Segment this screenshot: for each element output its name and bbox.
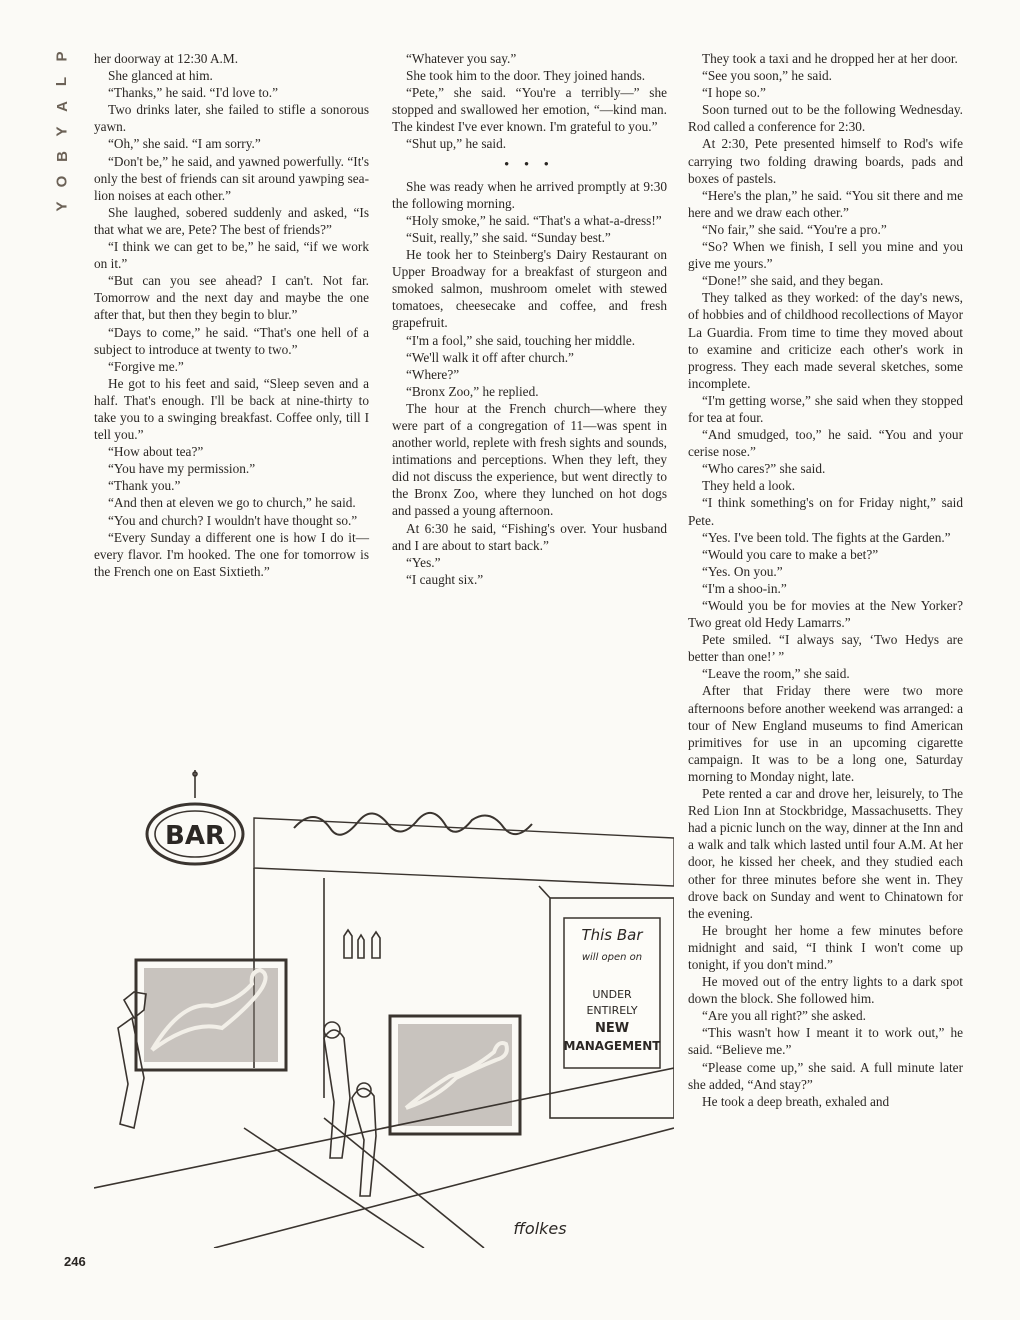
paragraph: “I think something's on for Friday night,” said Pete. (688, 495, 963, 528)
paragraph: Two drinks later, she failed to stifle a sonorous yawn. (94, 102, 369, 135)
logo-letter: P (53, 51, 71, 62)
paragraph: They talked as they worked: of the day's news, of hobbies and of childhood recollections of Mayor La Guardia. From time to time they moved about to examine and criticize each other's work in progress. They each made several sketches, some incomplete. (688, 290, 963, 391)
paragraph: “Shut up,” he said. (406, 136, 507, 152)
paragraph: He moved out of the entry lights to a dark spot down the block. She followed him. (688, 974, 963, 1007)
paragraph: After that Friday there were two more afternoons before another weekend was arranged: a tour of New England museums to find American primitives for use in an upcoming cigarette campaign. It was to be a long one, Saturday morning to Monday night, late. (688, 683, 963, 784)
window-sign-line: will open on (581, 952, 643, 963)
paragraph: her doorway at 12:30 A.M. (94, 51, 239, 66)
paragraph: She took him to the door. They joined hands. (406, 68, 646, 84)
logo-letter: O (53, 175, 71, 188)
paragraph: “Are you all right?” she asked. (702, 1008, 866, 1024)
paragraph: At 6:30 he said, “Fishing's over. Your husband and I are about to start back.” (392, 520, 667, 553)
paragraph: “I'm getting worse,” she said when they stopped for tea at four. (688, 392, 963, 425)
paragraph: Pete smiled. “I always say, ‘Two Hedys are better than one!’ ” (688, 632, 963, 665)
window-sign-line: This Bar (581, 926, 643, 944)
window-sign-line: MANAGEMENT (563, 1039, 661, 1053)
paragraph: “Yes. On you.” (702, 563, 783, 579)
logo-letter: A (53, 101, 71, 112)
paragraph: At 2:30, Pete presented himself to Rod's wife carrying two folding drawing boards, pads and boxes of pastels. (688, 136, 963, 186)
section-separator: • • • (504, 155, 555, 171)
paragraph: “Here's the plan,” he said. “You sit there and me here and we draw each other.” (688, 187, 963, 220)
paragraph: “Would you be for movies at the New Yorker? Two great old Hedy Lamarrs.” (688, 598, 963, 631)
text-column-2 (392, 50, 667, 588)
paragraph: “Leave the room,” she said. (702, 666, 850, 682)
window-sign-line: UNDER (592, 988, 632, 1001)
paragraph: “Thank you.” (108, 478, 181, 494)
paragraph: “Holy smoke,” he said. “That's a what-a-dress!” (406, 212, 662, 228)
paragraph: He got to his feet and said, “Sleep seven and a half. That's enough. I'll be back at nine-thirty to take you to a swinging breakfast. Coffee only, till I tell you.” (94, 375, 369, 443)
paragraph: “Forgive me.” (108, 358, 184, 374)
paragraph: “But can you see ahead? I can't. Not far. Tomorrow and the next day and maybe the one after that, but then they begin to blur.” (94, 273, 369, 323)
paragraph: “Would you care to make a bet?” (702, 546, 879, 562)
paragraph: “Done!” she said, and they began. (702, 273, 884, 289)
paragraph: “How about tea?” (108, 444, 204, 460)
paragraph: The hour at the French church—where they were part of a congregation of 11—was spent in another world, replete with fresh sights and sounds, intimations and perceptions. When they left, they did not discuss the experience, but went directly to the Bronx Zoo, where they lunched on hot dogs and passed a young afternoon. (392, 400, 667, 519)
paragraph: “And smudged, too,” he said. “You and your cerise nose.” (688, 427, 963, 460)
paragraph: “I hope so.” (702, 85, 766, 101)
paragraph: He took a deep breath, exhaled and (702, 1093, 890, 1109)
paragraph: He took her to Steinberg's Dairy Restaurant on Upper Broadway for a breakfast of sturgeon and smoked salmon, mushroom omelet with stewed tomatoes, cheesecake and coffee, and fresh grapefruit. (392, 247, 667, 331)
paragraph: She laughed, sobered suddenly and asked, “Is that what we are, Pete? The best of friends?” (94, 204, 369, 237)
logo-letter: L (53, 76, 71, 87)
logo-letter: B (53, 151, 71, 162)
paragraph: Soon turned out to be the following Wednesday. Rod called a conference for 2:30. (688, 102, 963, 135)
paragraph: “Bronx Zoo,” he replied. (406, 383, 539, 399)
paragraph: “Days to come,” he said. “That's one hell of a subject to introduce at twenty to two.” (94, 324, 369, 357)
window-sign-line: ENTIRELY (586, 1004, 638, 1017)
paragraph: “Yes. I've been told. The fights at the Garden.” (702, 529, 951, 545)
cartoonist-signature: ffolkes (513, 1219, 567, 1238)
paragraph: “Don't be,” he said, and yawned powerfully. “It's only the best of friends can sit around yawping sea-lion noises at each other.” (94, 153, 369, 203)
paragraph: He brought her home a few minutes before midnight and said, “I think I won't come up tonight, if you don't mind.” (688, 922, 963, 972)
paragraph: “Oh,” she said. “I am sorry.” (108, 136, 261, 152)
paragraph: “Who cares?” she said. (702, 461, 826, 477)
paragraph: “I think we can get to be,” he said, “if we work on it.” (94, 239, 369, 272)
column-2-part-b (392, 178, 667, 588)
paragraph: “You have my permission.” (108, 461, 256, 477)
column-2-part-a (392, 50, 667, 153)
paragraph: “Yes.” (406, 554, 441, 570)
logo-letter: Y (53, 126, 71, 137)
cartoon-illustration (94, 768, 674, 1248)
paragraph: “This wasn't how I meant it to work out,” he said. “Believe me.” (688, 1025, 963, 1058)
paragraph: “See you soon,” he said. (702, 68, 832, 84)
paragraph: “Pete,” she said. “You're a terribly—” she stopped and swallowed her emotion, “—kind man. The kindest I've ever known. I'm grateful to you.” (392, 85, 667, 135)
paragraph: They took a taxi and he dropped her at her door. (702, 51, 958, 66)
paragraph: She was ready when he arrived promptly at 9:30 the following morning. (392, 178, 667, 211)
paragraph: “We'll walk it off after church.” (406, 349, 574, 365)
paragraph: “So? When we finish, I sell you mine and you give me yours.” (688, 239, 963, 272)
paragraph: “Every Sunday a different one is how I do it—every flavor. I'm hooked. The one for tomorrow is the French one on East Sixtieth.” (94, 529, 369, 579)
paragraph: “You and church? I wouldn't have thought so.” (108, 512, 358, 528)
logo-letter: Y (53, 201, 71, 212)
text-column-1 (94, 50, 369, 580)
paragraph: “I caught six.” (406, 571, 484, 587)
paragraph: “And then at eleven we go to church,” he said. (108, 495, 356, 511)
paragraph: “I'm a fool,” she said, touching her middle. (406, 332, 636, 348)
magazine-side-logo (48, 44, 76, 219)
paragraph: “Please come up,” she said. A full minute later she added, “And stay?” (688, 1059, 963, 1092)
bar-sign-text: BAR (165, 821, 225, 851)
page-number: 246 (64, 1254, 86, 1269)
paragraph: “I'm a shoo-in.” (702, 580, 787, 596)
paragraph: “No fair,” she said. “You're a pro.” (702, 221, 887, 237)
text-column-3 (688, 50, 963, 1110)
paragraph: “Where?” (406, 366, 460, 382)
paragraph: “Suit, really,” she said. “Sunday best.” (406, 229, 611, 245)
paragraph: Pete rented a car and drove her, leisurely, to The Red Lion Inn at Stockbridge, Massachusetts. They had a picnic lunch on the way, dinner at the Inn and a walk and talk which lasted until four A.M. At her door, he kissed her cheek, and they studied each other for three minutes before she went in. They drove back on Sunday and went to Chinatown for the evening. (688, 786, 963, 921)
paragraph: They held a look. (702, 478, 796, 494)
paragraph: She glanced at him. (108, 68, 213, 84)
window-sign-line: NEW (594, 1021, 630, 1036)
cartoon-drawing (94, 768, 674, 1248)
paragraph: “Whatever you say.” (406, 51, 517, 66)
paragraph: “Thanks,” he said. “I'd love to.” (108, 85, 279, 101)
